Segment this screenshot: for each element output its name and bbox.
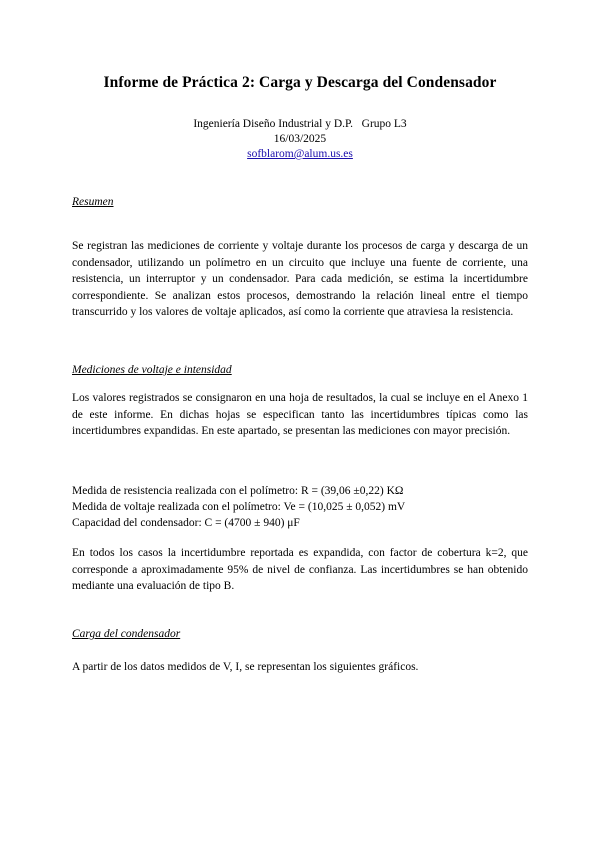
- author-email-link[interactable]: sofblarom@alum.us.es: [247, 148, 353, 160]
- document-meta: [0, 117, 600, 162]
- paragraph-uncertainty: En todos los casos la incertidumbre reportada es expandida, con factor de cobertura k=2, que corresponde a aproximadamente 95% de nivel de confianza. Las incertidumbres se han obtenido mediante una evaluación de tipo B.: [72, 547, 528, 593]
- heading-carga: Carga del condensador: [72, 628, 181, 640]
- paragraph-resumen: Se registran las mediciones de corriente y voltaje durante los procesos de carga y descarga de un condensador, utilizando un polímetro en un circuito que incluye una fuente de corriente, una resistencia, un interruptor y un condensador. Para cada medición, se estima la incertidumbre correspondiente. Se analizan estos procesos, demostrando la relación lineal entre el tiempo transcurrido y los valores de voltaje aplicados, así como la corriente que atraviesa la resistencia.: [72, 240, 528, 319]
- document-date: 16/03/2025: [273, 133, 327, 145]
- measurement-resistance: Medida de resistencia realizada con el polímetro: R = (39,06 ±0,22) KΩ: [72, 485, 404, 497]
- course-name: Ingeniería Diseño Industrial y D.P.: [193, 118, 354, 130]
- document-title: Informe de Práctica 2: Carga y Descarga del Condensador: [103, 74, 497, 91]
- paragraph-carga: A partir de los datos medidos de V, I, se representan los siguientes gráficos.: [72, 661, 419, 673]
- course-group-line: [0, 117, 600, 132]
- measurement-capacitance: Capacidad del condensador: C = (4700 ± 940) μF: [72, 517, 300, 529]
- heading-mediciones: Mediciones de voltaje e intensidad: [72, 364, 232, 376]
- group-name: Grupo L3: [361, 118, 407, 130]
- paragraph-mediciones: Los valores registrados se consignaron en una hoja de resultados, la cual se incluye en el Anexo 1 de este informe. En dichas hojas se especifican tanto las incertidumbres típicas como las incertidumbres expandidas. En este apartado, se presentan las mediciones con mayor precisión.: [72, 392, 528, 438]
- heading-resumen: Resumen: [72, 196, 114, 208]
- measurement-voltage: Medida de voltaje realizada con el polímetro: Ve = (10,025 ± 0,052) mV: [72, 501, 406, 513]
